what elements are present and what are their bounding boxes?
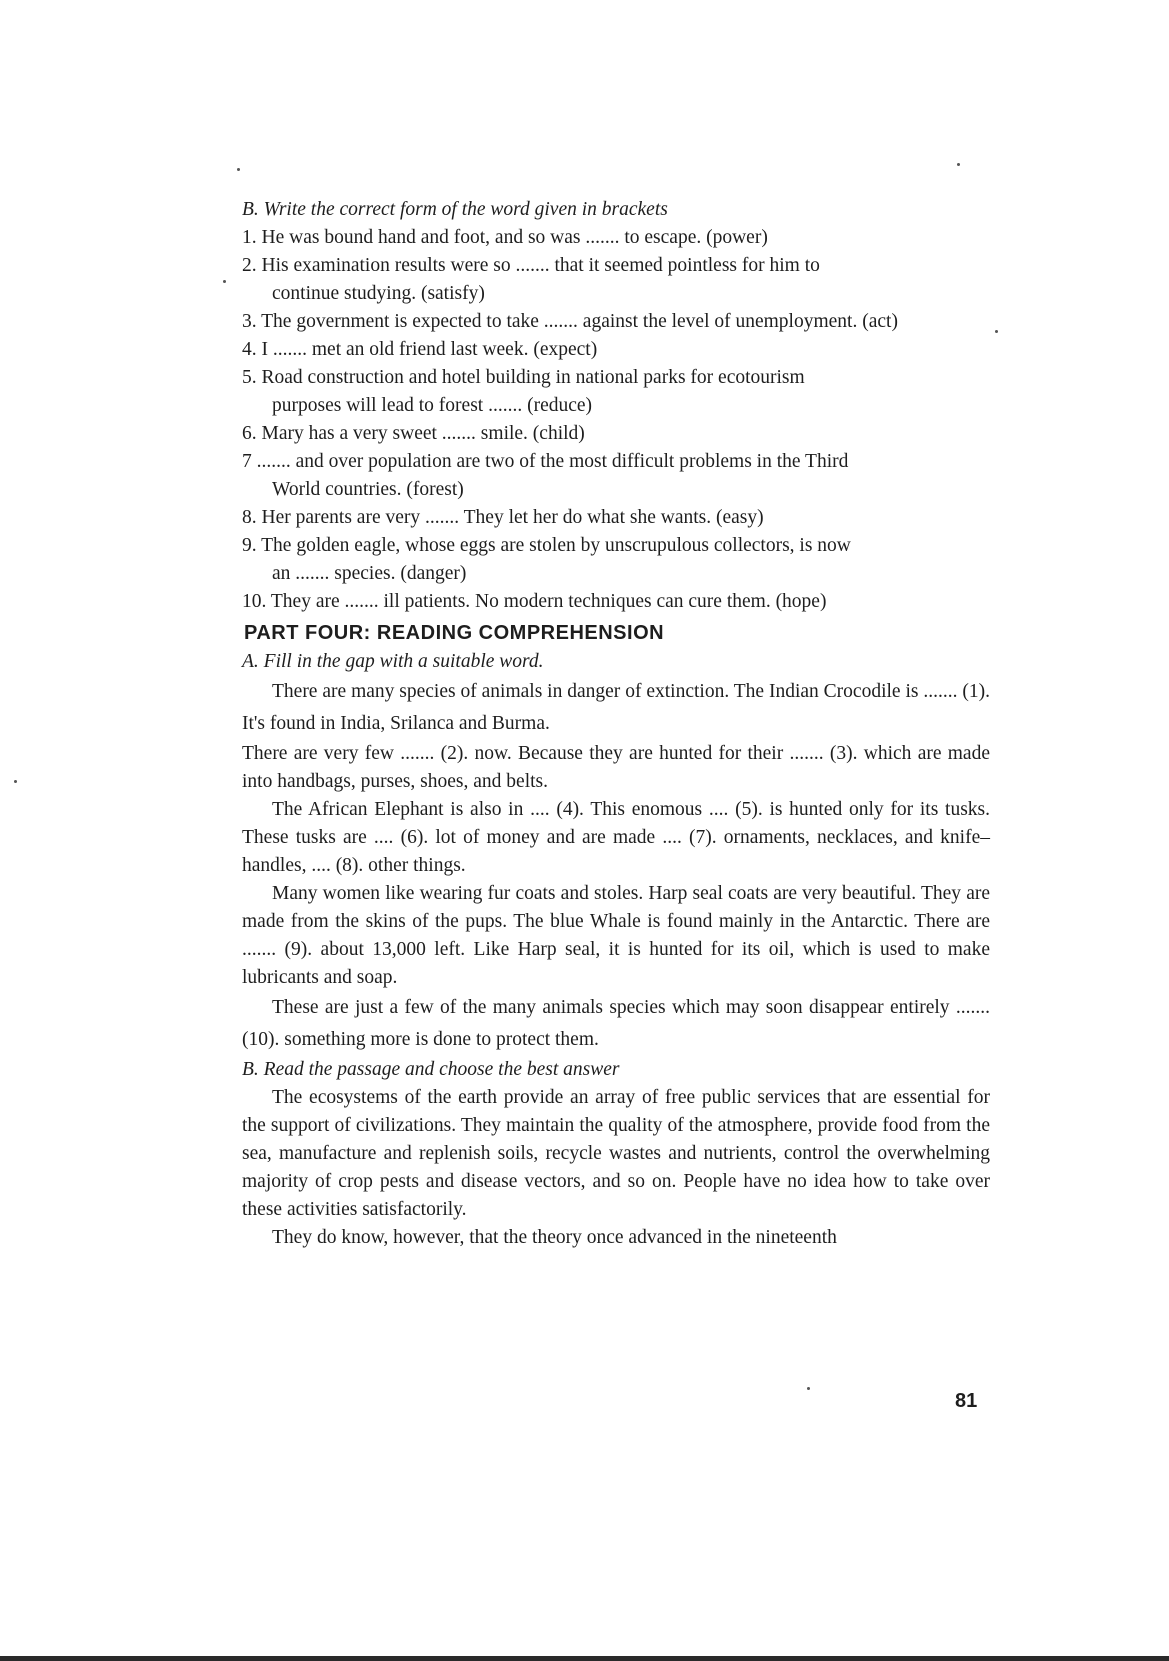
item-text: 8. Her parents are very ....... They let her do what she wants. (easy) [242,507,764,528]
scan-speck [807,1387,810,1390]
part-four-heading: PART FOUR: READING COMPREHENSION [244,622,665,644]
item-text: 6. Mary has a very sweet ....... smile. (child) [242,423,585,444]
passage-paragraph: The ecosystems of the earth provide an array of free public services that are essential for the support of civilizations. They maintain the quality of the atmosphere, provide food from the sea, manufacture and replenish soils, recycle wastes and nutrients, control the overwhelming majority of crop pests and disease vectors, and so on. People have no idea how to take over these activities satisfactorily. [242,1087,990,1220]
exercise-item [242,448,990,504]
exercise-item [242,308,990,336]
exercise-b-list [242,224,990,616]
item-continuation: an ....... species. (danger) [272,563,467,584]
item-continuation: continue studying. (satisfy) [272,283,485,304]
scan-speck [223,280,226,283]
exercise-item [242,224,990,252]
passage-paragraph: There are many species of animals in danger of extinction. The Indian Crocodile is ....... (1). It's found in India, Srilanca and Burma. [242,681,990,734]
item-text: 2. His examination results were so ....... that it seemed pointless for him to [242,255,820,276]
scan-speck [237,168,240,171]
exercise-item [242,364,990,420]
exercise-item [242,336,990,364]
passage-paragraph: They do know, however, that the theory once advanced in the nineteenth [272,1227,837,1248]
item-text: 3. The government is expected to take ....... against the level of unemployment. (act) [242,311,898,332]
scan-speck [14,780,17,783]
exercise-item [242,252,990,308]
item-text: 7 ....... and over population are two of the most difficult problems in the Third [242,451,849,472]
item-continuation: purposes will lead to forest ....... (reduce) [272,395,593,416]
exercise-b-heading: B. Write the correct form of the word given in brackets [242,199,668,220]
scan-speck [957,163,960,166]
passage-paragraph: These are just a few of the many animals species which may soon disappear entirely ....... (10). something more is done to protect them. [242,997,990,1050]
item-text: 1. He was bound hand and foot, and so was ....... to escape. (power) [242,227,768,248]
exercise-item [242,532,990,588]
item-text: 5. Road construction and hotel building in national parks for ecotourism [242,367,805,388]
textbook-page [242,196,990,1252]
passage-paragraph: Many women like wearing fur coats and stoles. Harp seal coats are very beautiful. They are made from the skins of the pups. The blue Whale is found mainly in the Antarctic. There are ....... (9). about 13,000 left. Like Harp seal, it is hunted for its oil, which is used to make lubricants and soap. [242,883,990,988]
item-text: 10. They are ....... ill patients. No modern techniques can cure them. (hope) [242,591,827,612]
page-number: 81 [955,1390,978,1412]
scan-bottom-edge [0,1656,1169,1661]
reading-a-heading: A. Fill in the gap with a suitable word. [242,651,544,672]
passage-paragraph: There are very few ....... (2). now. Because they are hunted for their ....... (3). which are made into handbags, purses, shoes, and belts. [242,743,990,792]
scan-speck [995,330,998,333]
exercise-item [242,588,990,616]
item-continuation: World countries. (forest) [272,479,464,500]
passage-paragraph: The African Elephant is also in .... (4). This enomous .... (5). is hunted only for its tusks. These tusks are .... (6). lot of money and are made .... (7). ornaments, necklaces, and knife–handles, .... (8). other things. [242,799,990,876]
item-text: 9. The golden eagle, whose eggs are stolen by unscrupulous collectors, is now [242,535,851,556]
exercise-item [242,420,990,448]
reading-b-heading: B. Read the passage and choose the best answer [242,1059,620,1080]
item-text: 4. I ....... met an old friend last week. (expect) [242,339,598,360]
exercise-item [242,504,990,532]
